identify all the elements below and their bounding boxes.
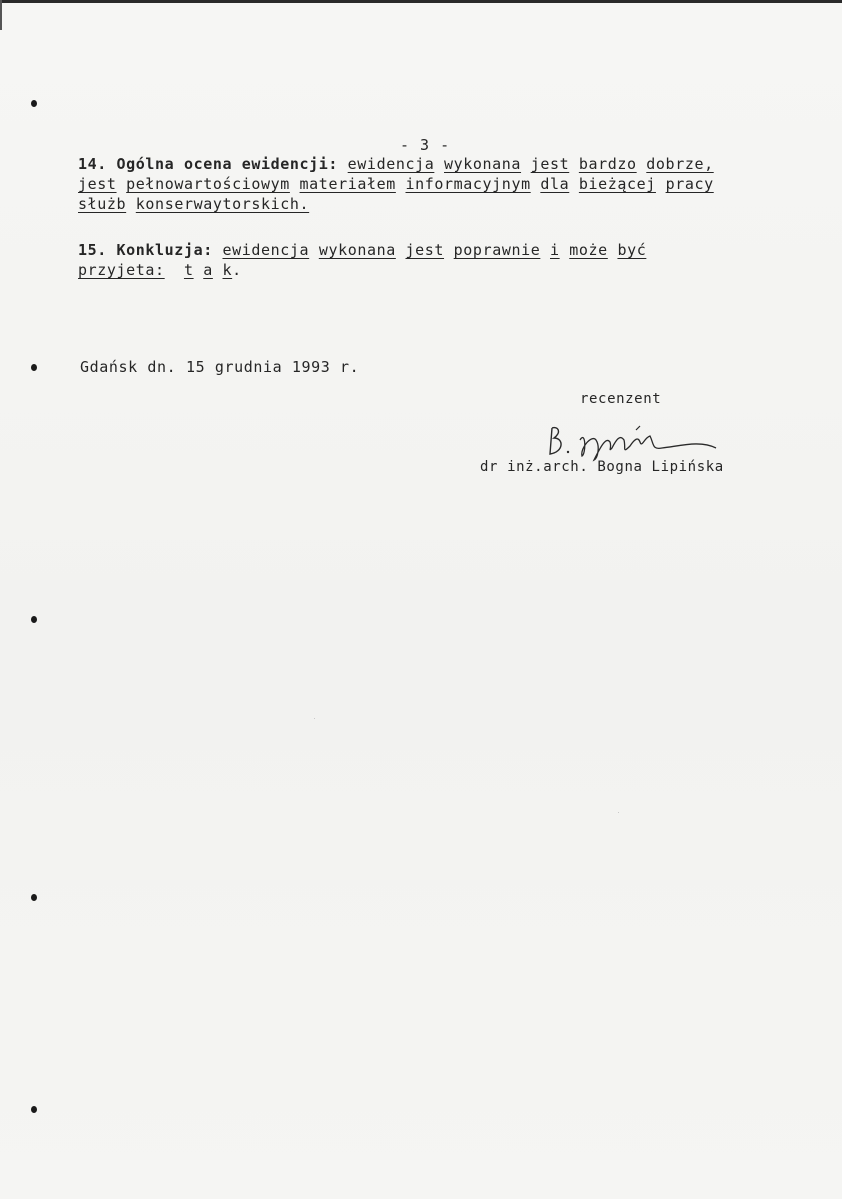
- text-segment: poprawnie: [453, 241, 541, 259]
- text-segment: dobrze,: [646, 155, 714, 173]
- text-segment: .: [232, 261, 242, 279]
- text-segment: [126, 195, 136, 213]
- text-segment: [309, 241, 319, 259]
- text-segment: bardzo: [578, 155, 637, 173]
- punch-hole-mark: [31, 894, 37, 901]
- item-15-label: 15. Konkluzja:: [78, 241, 213, 259]
- item-14-line-2: [78, 174, 778, 194]
- text-segment: przyjeta:: [78, 261, 165, 279]
- text-segment: pracy: [665, 175, 714, 193]
- item-15-line-2: [78, 260, 778, 280]
- text-segment: być: [617, 241, 647, 259]
- reviewer-name: dr inż.arch. Bogna Lipińska: [480, 459, 724, 475]
- text-segment: [165, 261, 184, 279]
- paper-speck: [618, 812, 619, 813]
- text-segment: [396, 175, 406, 193]
- text-segment: jest: [405, 241, 445, 259]
- item-14-text-line-2: [78, 175, 714, 193]
- text-segment: [396, 241, 406, 259]
- item-14-line-3: [78, 194, 778, 214]
- text-segment: [194, 261, 204, 279]
- item-14-label: 14. Ogólna ocena ewidencji:: [78, 155, 339, 173]
- text-segment: a: [203, 261, 213, 279]
- text-segment: dla: [540, 175, 570, 193]
- text-segment: [560, 241, 570, 259]
- text-segment: i: [550, 241, 560, 259]
- text-segment: wykonana: [444, 155, 522, 173]
- text-segment: wykonana: [318, 241, 396, 259]
- text-segment: [521, 155, 531, 173]
- place-and-date: Gdańsk dn. 15 grudnia 1993 r.: [80, 358, 360, 376]
- text-segment: informacyjnym: [405, 175, 531, 193]
- punch-hole-mark: [31, 616, 37, 623]
- text-segment: k: [222, 261, 233, 279]
- text-segment: t: [183, 261, 194, 279]
- text-segment: materiałem: [299, 175, 396, 193]
- text-segment: [608, 241, 618, 259]
- punch-hole-mark: [31, 1106, 37, 1113]
- scan-left-edge: [0, 0, 2, 30]
- text-segment: [290, 175, 300, 193]
- text-segment: jest: [78, 175, 117, 193]
- text-segment: [540, 241, 550, 259]
- text-segment: [117, 175, 127, 193]
- text-segment: [569, 175, 579, 193]
- text-segment: [434, 155, 444, 173]
- item-15-text-line-2: [78, 261, 242, 279]
- item-15-line-1: [78, 240, 778, 260]
- reviewer-label: recenzent: [580, 391, 662, 407]
- punch-hole-mark: [31, 364, 37, 371]
- item-14-line-1: [78, 154, 778, 174]
- paper-speck: [314, 718, 315, 719]
- text-segment: ewidencja: [222, 241, 310, 259]
- item-15-text-line-1: [222, 241, 646, 259]
- text-segment: [213, 261, 223, 279]
- text-segment: [531, 175, 541, 193]
- text-segment: [637, 155, 647, 173]
- page-number: - 3 -: [400, 136, 451, 154]
- text-segment: służb: [78, 195, 127, 213]
- item-14-text-line-1: [348, 155, 714, 173]
- text-segment: [444, 241, 454, 259]
- text-segment: ewidencja: [347, 155, 435, 173]
- text-segment: może: [569, 241, 608, 259]
- scan-top-edge: [0, 0, 842, 3]
- text-segment: jest: [530, 155, 570, 173]
- punch-hole-mark: [31, 100, 37, 107]
- text-segment: konserwaytorskich.: [135, 195, 310, 213]
- text-segment: pełnowartościowym: [126, 175, 290, 193]
- text-segment: [569, 155, 579, 173]
- text-segment: bieżącej: [578, 175, 656, 193]
- item-14-text-line-3: [78, 195, 309, 213]
- text-segment: [656, 175, 666, 193]
